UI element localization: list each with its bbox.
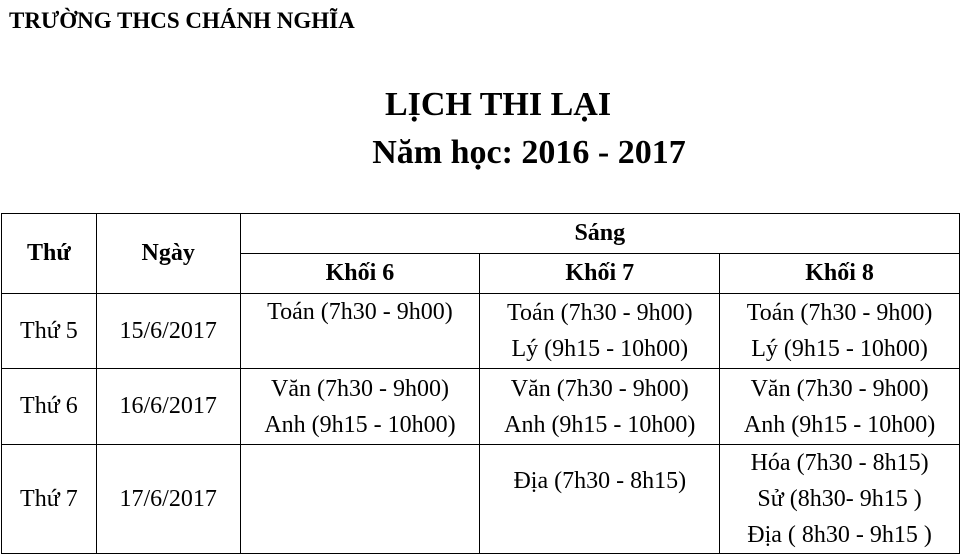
grade6-cell xyxy=(240,294,480,369)
exam-entry: Sử (8h30- 9h15 ) xyxy=(757,486,922,512)
exam-entry: Toán (7h30 - 9h00) xyxy=(506,300,693,326)
table-row xyxy=(2,445,960,554)
day-cell: Thứ 7 xyxy=(2,445,97,554)
exam-entry: Anh (9h15 - 10h00) xyxy=(504,411,696,438)
exam-schedule-table xyxy=(1,213,960,554)
exam-entry: Hóa (7h30 - 8h15) xyxy=(750,450,929,476)
grade6-cell xyxy=(240,369,480,445)
grade7-cell xyxy=(480,294,720,369)
page-title: LỊCH THI LẠI xyxy=(384,86,612,123)
header-day: Thứ xyxy=(2,214,97,294)
exam-entry: Anh (9h15 - 10h00) xyxy=(264,411,456,438)
date-cell: 17/6/2017 xyxy=(96,445,240,554)
exam-entry: Văn (7h30 - 9h00) xyxy=(270,375,449,402)
exam-entry: Lý (9h15 - 10h00) xyxy=(511,336,689,362)
grade6-cell xyxy=(240,445,480,554)
table-row xyxy=(2,294,960,369)
exam-entry: Lý (9h15 - 10h00) xyxy=(751,336,928,362)
grade7-cell xyxy=(480,369,720,445)
exam-entry: Toán (7h30 - 9h00) xyxy=(267,299,453,325)
day-cell: Thứ 6 xyxy=(2,369,97,445)
exam-entry: Toán (7h30 - 9h00) xyxy=(746,300,933,326)
grade7-cell xyxy=(480,445,720,554)
grade8-cell xyxy=(720,369,960,445)
day-cell: Thứ 5 xyxy=(2,294,97,369)
date-cell: 16/6/2017 xyxy=(96,369,240,445)
school-name: TRƯỜNG THCS CHÁNH NGHĨA xyxy=(9,8,355,33)
grade8-cell xyxy=(720,294,960,369)
school-year: Năm học: 2016 - 2017 xyxy=(372,134,686,171)
date-cell: 15/6/2017 xyxy=(96,294,240,369)
table-row xyxy=(2,369,960,445)
header-grade-8: Khối 8 xyxy=(720,254,960,294)
exam-entry: Địa ( 8h30 - 9h15 ) xyxy=(747,522,932,548)
header-grade-7: Khối 7 xyxy=(480,254,720,294)
header-date: Ngày xyxy=(96,214,240,294)
exam-entry: Văn (7h30 - 9h00) xyxy=(750,375,929,402)
exam-entry: Anh (9h15 - 10h00) xyxy=(743,411,936,438)
exam-entry: Địa (7h30 - 8h15) xyxy=(513,468,687,494)
header-grade-6: Khối 6 xyxy=(240,254,480,294)
grade8-cell xyxy=(720,445,960,554)
exam-entry: Văn (7h30 - 9h00) xyxy=(510,375,689,402)
header-session: Sáng xyxy=(240,214,959,254)
